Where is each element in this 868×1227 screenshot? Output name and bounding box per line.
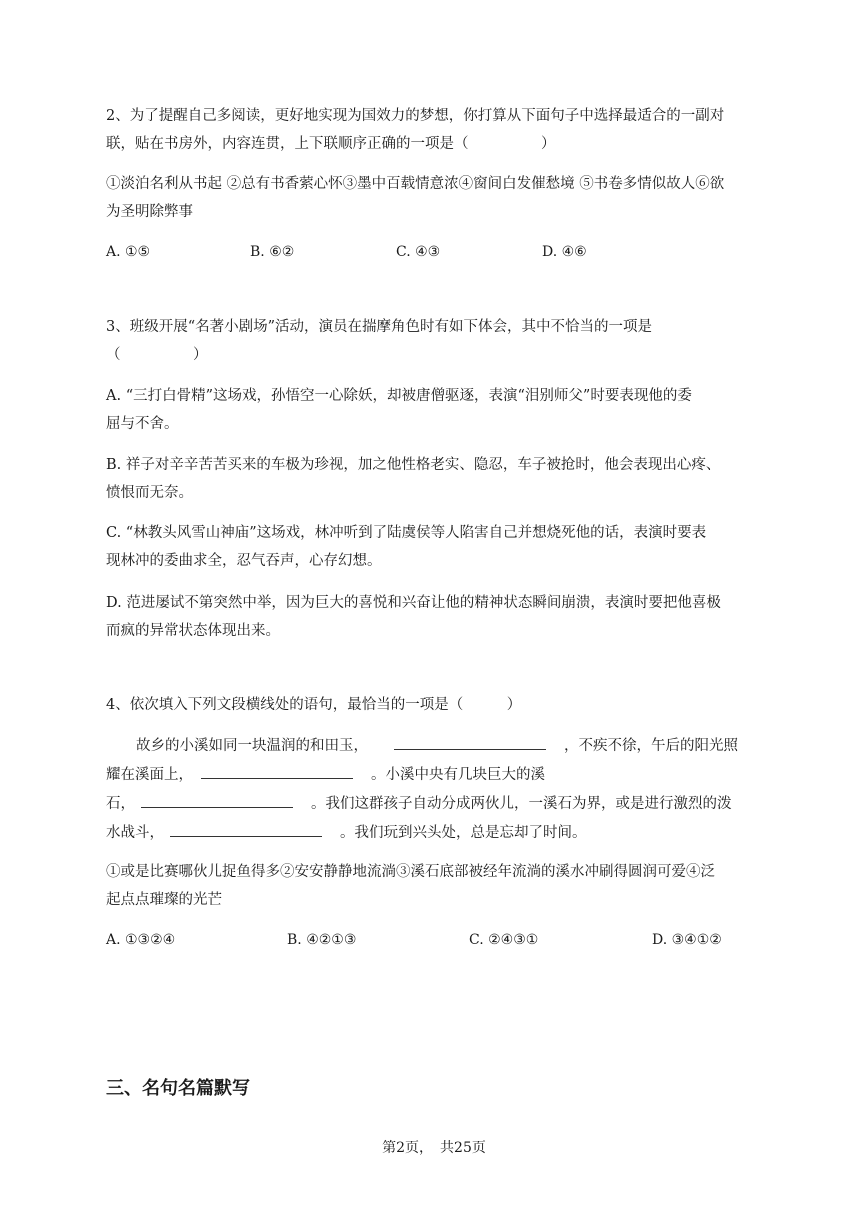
q4-passage-line1 <box>136 735 738 756</box>
q2-option-b: B. ⑥② <box>250 244 295 260</box>
q3-option-c-line2: 现林冲的委曲求全，忍气吞声，心存幻想。 <box>106 553 382 569</box>
q3-option-b-line2: 愤恨而无奈。 <box>106 485 193 501</box>
q4-passage-text: 。我们玩到兴头处，总是忘却了时间。 <box>340 825 587 841</box>
fill-blank-1[interactable] <box>394 735 546 750</box>
q4-passage-text: 。我们这群孩子自动分成两伙儿，一溪石为界，或是进行激烈的泼 <box>311 796 732 812</box>
q2-choices-line2: 为圣明除弊事 <box>106 204 193 220</box>
q2-option-c: C. ④③ <box>396 244 441 260</box>
q3-option-a-line1: A. “三打白骨精”这场戏，孙悟空一心除妖，却被唐僧驱逐，表演“泪别师父”时要表现他的委 <box>106 388 692 404</box>
q2-choices-line1: ①淡泊名利从书起 ②总有书香萦心怀③墨中百载情意浓④窗间白发催愁境 ⑤书卷多情似故人⑥欲 <box>106 176 725 192</box>
q4-passage-text: 水战斗， <box>106 825 164 841</box>
q2-stem-line1: 2、为了提醒自己多阅读，更好地实现为国效力的梦想，你打算从下面句子中选择最适合的一副对 <box>106 108 725 124</box>
q4-passage-text: 耀在溪面上， <box>106 767 193 783</box>
q4-option-b: B. ④②①③ <box>287 932 357 948</box>
page-number-footer: 第2页， 共25页 <box>382 1140 486 1156</box>
q4-passage-line2 <box>106 764 545 785</box>
q4-passage-text: 故乡的小溪如同一块温润的和田玉， <box>136 738 368 754</box>
q4-passage-text: ，不疾不徐，午后的阳光照 <box>564 738 738 754</box>
q4-passage-line4 <box>106 822 587 843</box>
q4-option-a: A. ①③②④ <box>106 932 176 948</box>
q3-option-a-line2: 屈与不舍。 <box>106 416 179 432</box>
section-heading: 三、名句名篇默写 <box>106 1078 250 1099</box>
q4-passage-text: 石， <box>106 796 135 812</box>
q2-option-a: A. ①⑤ <box>106 244 151 260</box>
q4-choices-line2: 起点点璀璨的光芒 <box>106 892 222 908</box>
q3-option-d-line2: 而疯的异常状态体现出来。 <box>106 623 280 639</box>
q2-stem-line2: 联，贴在书房外，内容连贯，上下联顺序正确的一项是（ ） <box>106 136 556 152</box>
q4-passage-text: 。小溪中央有几块巨大的溪 <box>371 767 545 783</box>
q4-option-d: D. ③④①② <box>652 932 722 948</box>
q3-stem-line2: （ ） <box>106 347 208 363</box>
fill-blank-2[interactable] <box>201 764 353 779</box>
q4-choices-line1: ①或是比赛哪伙儿捉鱼得多②安安静静地流淌③溪石底部被经年流淌的溪水冲刷得圆润可爱④泛 <box>106 864 715 880</box>
fill-blank-4[interactable] <box>170 822 322 837</box>
q3-option-b-line1: B. 祥子对辛辛苦苦买来的车极为珍视，加之他性格老实、隐忍，车子被抢时，他会表现出心疼、 <box>106 457 721 473</box>
q4-option-c: C. ②④③① <box>469 932 539 948</box>
q4-passage-line3 <box>106 793 732 814</box>
q2-option-d: D. ④⑥ <box>542 244 587 260</box>
q4-stem: 4、依次填入下列文段横线处的语句，最恰当的一项是（ ） <box>106 697 522 713</box>
q3-option-c-line1: C. “林教头风雪山神庙”这场戏，林冲听到了陆虞侯等人陷害自己并想烧死他的话，表演时要表 <box>106 525 707 541</box>
q3-option-d-line1: D. 范进屡试不第突然中举，因为巨大的喜悦和兴奋让他的精神状态瞬间崩溃，表演时要把他喜极 <box>106 595 721 611</box>
q3-stem-line1: 3、班级开展“名著小剧场”活动，演员在揣摩角色时有如下体会，其中不恰当的一项是 <box>106 319 653 335</box>
fill-blank-3[interactable] <box>141 793 293 808</box>
